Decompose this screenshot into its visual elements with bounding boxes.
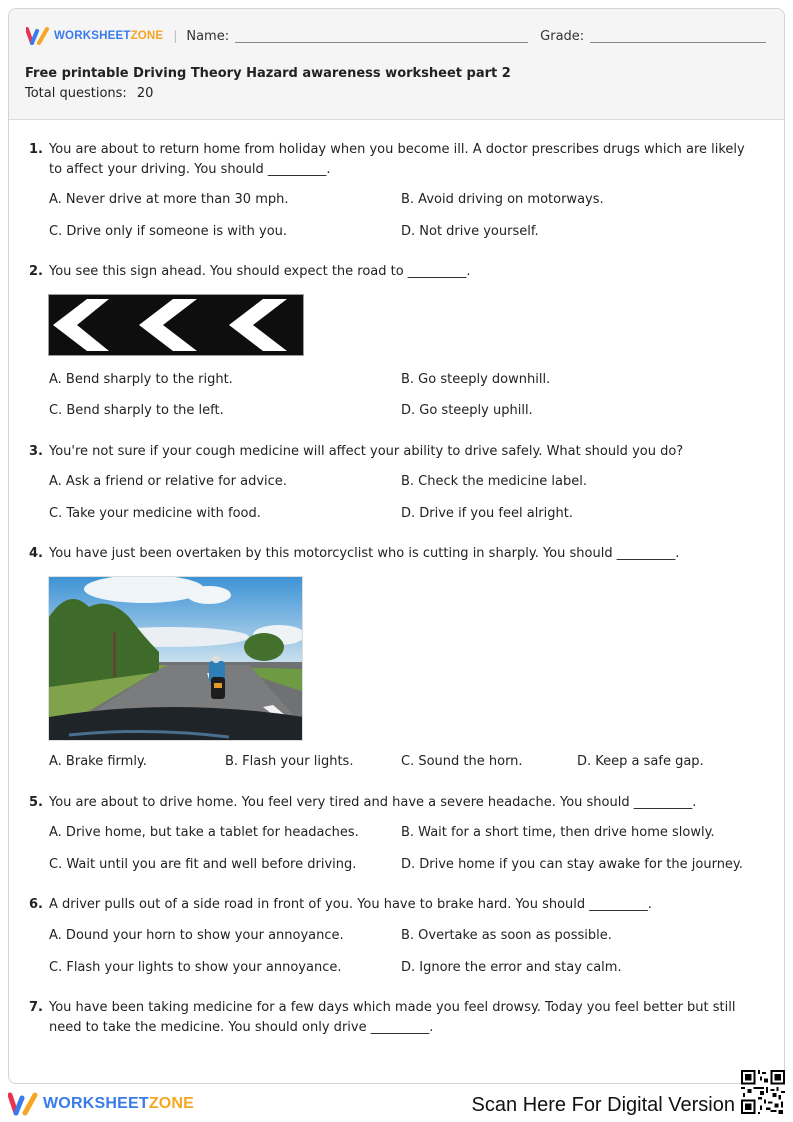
question-1 — [29, 140, 754, 180]
brand-part-worksheet: WORKSHEET — [54, 30, 131, 42]
question-text: You see this sign ahead. You should expect the road to _________. — [49, 264, 471, 279]
road-photo-illustration — [49, 577, 303, 741]
option-b[interactable]: B. Wait for a short time, then drive home slowly. — [401, 825, 715, 840]
question-number: 7. — [29, 1000, 43, 1015]
option-c[interactable]: C. Wait until you are fit and well before driving. — [49, 857, 357, 872]
question-number: 2. — [29, 264, 43, 279]
total-label: Total questions: — [25, 86, 127, 101]
question-text: A driver pulls out of a side road in front of you. You have to brake hard. You should _________. — [49, 897, 652, 912]
total-value: 20 — [136, 86, 154, 101]
chevron-sign-image — [48, 294, 304, 356]
option-c[interactable]: C. Flash your lights to show your annoyance. — [49, 960, 342, 975]
option-a[interactable]: A. Drive home, but take a tablet for headaches. — [49, 825, 359, 840]
brand-part-worksheet: WORKSHEET — [43, 1095, 149, 1112]
option-a[interactable]: A. Dound your horn to show your annoyance. — [49, 928, 344, 943]
question-text: You are about to drive home. You feel very tired and have a severe headache. You should _________. — [49, 795, 697, 810]
brand-row — [26, 26, 766, 46]
w-logo-icon — [26, 27, 50, 45]
question-text: You have been taking medicine for a few days which made you feel drowsy. Today you feel better but still need to take the medicine. You should only drive _________. — [49, 1000, 736, 1035]
option-c[interactable]: C. Sound the horn. — [401, 754, 523, 769]
option-d[interactable]: D. Go steeply uphill. — [401, 403, 533, 418]
page-footer — [0, 1086, 793, 1122]
total-questions — [25, 86, 153, 101]
option-a[interactable]: A. Brake firmly. — [49, 754, 147, 769]
question-4 — [29, 544, 754, 564]
footer-logo — [8, 1092, 194, 1116]
option-c[interactable]: C. Bend sharply to the left. — [49, 403, 224, 418]
question-number: 6. — [29, 897, 43, 912]
question-6 — [29, 895, 754, 915]
brand-part-zone: ZONE — [130, 30, 164, 42]
option-d[interactable]: D. Ignore the error and stay calm. — [401, 960, 622, 975]
worksheet-title: Free printable Driving Theory Hazard awareness worksheet part 2 — [25, 66, 511, 81]
question-number: 1. — [29, 142, 43, 157]
option-d[interactable]: D. Not drive yourself. — [401, 224, 539, 239]
option-d[interactable]: D. Drive home if you can stay awake for the journey. — [401, 857, 743, 872]
worksheet-header — [9, 9, 784, 120]
divider: | — [173, 29, 178, 43]
option-a[interactable]: A. Bend sharply to the right. — [49, 372, 233, 387]
brand-part-zone: ZONE — [148, 1095, 195, 1112]
option-a[interactable]: A. Never drive at more than 30 mph. — [49, 192, 289, 207]
worksheet-page — [8, 8, 785, 1084]
question-3 — [29, 442, 754, 462]
option-d[interactable]: D. Keep a safe gap. — [577, 754, 704, 769]
question-number: 3. — [29, 444, 43, 459]
worksheetzone-logo — [26, 27, 163, 45]
footer-brand-name — [43, 1095, 194, 1113]
question-number: 5. — [29, 795, 43, 810]
qr-code-icon[interactable] — [741, 1070, 785, 1114]
question-text: You have just been overtaken by this motorcyclist who is cutting in sharply. You should _________. — [49, 546, 680, 561]
brand-name — [54, 30, 163, 42]
option-c[interactable]: C. Take your medicine with food. — [49, 506, 261, 521]
question-7 — [29, 998, 754, 1038]
w-logo-icon — [8, 1092, 38, 1116]
question-5 — [29, 793, 754, 813]
option-d[interactable]: D. Drive if you feel alright. — [401, 506, 573, 521]
option-a[interactable]: A. Ask a friend or relative for advice. — [49, 474, 287, 489]
question-text: You're not sure if your cough medicine will affect your ability to drive safely. What should you do? — [49, 444, 684, 459]
option-b[interactable]: B. Avoid driving on motorways. — [401, 192, 604, 207]
name-label: Name: — [186, 28, 230, 44]
motorcyclist-road-photo — [48, 576, 303, 741]
option-c[interactable]: C. Drive only if someone is with you. — [49, 224, 288, 239]
grade-label: Grade: — [540, 28, 585, 44]
question-number: 4. — [29, 546, 43, 561]
name-field[interactable] — [235, 29, 528, 43]
question-2 — [29, 262, 754, 282]
grade-field[interactable] — [590, 29, 766, 43]
option-b[interactable]: B. Check the medicine label. — [401, 474, 587, 489]
chevron-left-icon — [49, 295, 303, 355]
option-b[interactable]: B. Flash your lights. — [225, 754, 354, 769]
option-b[interactable]: B. Go steeply downhill. — [401, 372, 551, 387]
option-b[interactable]: B. Overtake as soon as possible. — [401, 928, 612, 943]
question-text: You are about to return home from holiday when you become ill. A doctor prescribes drugs which are likely to affect your driving. You should _________. — [49, 142, 745, 177]
scan-text: Scan Here For Digital Version — [471, 1094, 735, 1116]
